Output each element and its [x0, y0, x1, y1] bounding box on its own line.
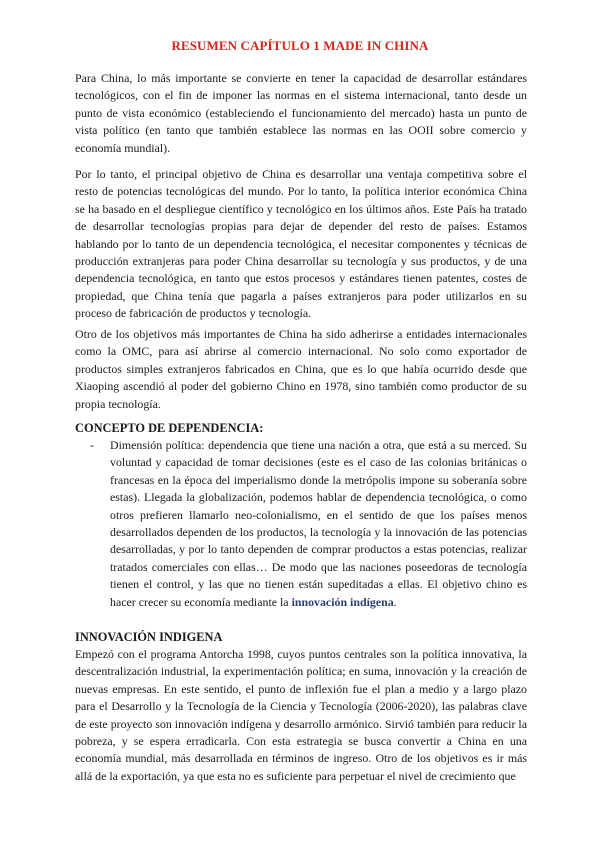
section-heading-dependencia: CONCEPTO DE DEPENDENCIA:: [75, 421, 264, 435]
document-title: RESUMEN CAPÍTULO 1 MADE IN CHINA: [171, 38, 429, 53]
highlight-innovacion-indigena: innovación indígena: [291, 594, 394, 609]
bullet-end: .: [393, 594, 397, 609]
paragraph-innovacion: Empezó con el programa Antorcha 1998, cuyos puntos centrales son la política innovativa, la descentralización industrial, la experimentación política; en suma, innovación y la creación de nuevas empresas. En este sentido, el punto de inflexión fue el plan a medio y a largo plazo para el Desarrollo y la Tecnología de la Ciencia y Tecnología (2006-2020), las palabras clave de este proyecto son innovación indígena y desarrollo armónico. Sirvió también para reducir la pobreza, y se espera erradicarla. Con esta estrategia se busca convertir a China en una economía mundial, más desarrollada en términos de ingreso. Otro de los objetivos es ir más allá de la exportación, ya que esta no es suficiente para perpetuar el nivel de crecimiento que: [75, 647, 527, 783]
paragraph-intro: Para China, lo más importante se convierte en tener la capacidad de desarrollar estándares tecnológicos, con el fin de imponer las normas en el sistema internacional, tanto desde un punto de vista económico (estableciendo el funcionamiento del mercado) hasta un punto de vista político (en tanto que también establece las normas en las OOII sobre comercio y economía mundial).: [75, 71, 527, 155]
section-heading-innovacion: INNOVACIÓN INDIGENA: [75, 630, 223, 644]
paragraph-omc: Otro de los objetivos más importantes de China ha sido adherirse a entidades internacionales como la OMC, para así abrirse al comercio internacional. No solo como exportador de productos simples extranjeros fabricados en China, que es lo que había ocurrido desde que Xiaoping ascendió al poder del gobierno Chino en 1978, sino también como productor de su propia tecnología.: [75, 327, 527, 411]
bullet-marker: -: [90, 438, 94, 452]
bullet-text: Dimensión política: dependencia que tiene una nación a otra, que está a su merced. Su voluntad y capacidad de tomar decisiones (este es el caso de las colonias británicas o francesas en la época del imperialismo donde la metrópolis impone su soberanía sobre estas). Llegada la globalización, podemos hablar de dependencia tecnológica, o como otros prefieren llamarlo neo-colonialismo, en el sentido de que los países menos desarrollados dependen de los productos, la tecnología y la innovación de las potencias desarrolladas, y por lo tanto dependen de comprar productos a estas potencias, realizar tratados comerciales con ellas… De modo que las naciones poseedoras de tecnología tienen el control, y las que no tienen están supeditadas a ellas. El objetivo chino es hacer crecer su economía mediante la: [110, 438, 527, 609]
bullet-item-dependencia: [110, 437, 527, 611]
paragraph-objective: Por lo tanto, el principal objetivo de China es desarrollar una ventaja competitiva sobre el resto de potencias tecnológicas del mundo. Por lo tanto, la política interior económica China se ha basado en el despliegue científico y tecnológico en los últimos años. Este País ha tratado de desarrollar tecnologías propias para dejar de depender del resto de países. Estamos hablando por lo tanto de un dependencia tecnológica, el necesitar componentes y técnicas de producción extranjeras para poder China desarrollar su tecnología y sus productos, y de una dependencia tecnológica, en tanto que estos procesos y estándares tienen patentes, costes de propiedad, que China tenía que pagarla a países extranjeros para poder utilizarlos en su proceso de fabricación de productos y tecnología.: [75, 167, 527, 321]
